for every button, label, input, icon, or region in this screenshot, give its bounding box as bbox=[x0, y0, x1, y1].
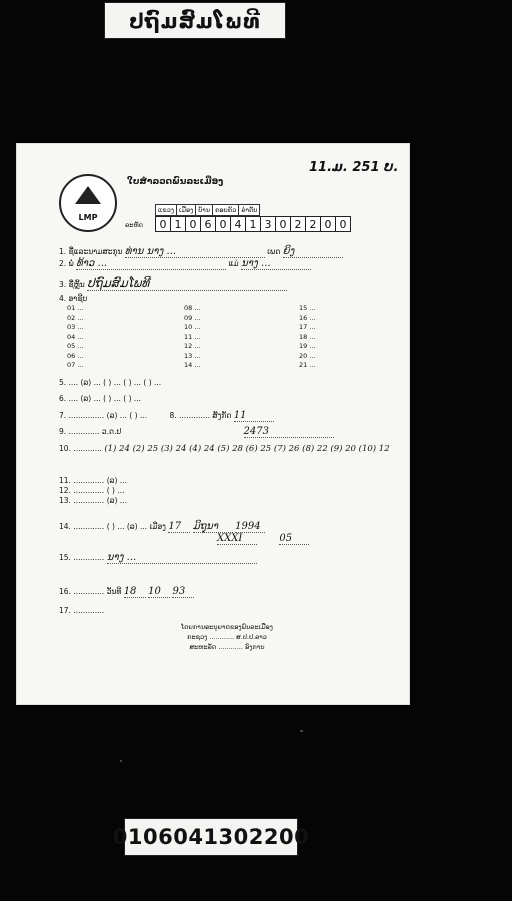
occupation-option: 21 ... bbox=[299, 361, 316, 369]
occupation-option: 13 ... bbox=[184, 351, 201, 360]
field-16-day: 18 bbox=[124, 586, 146, 598]
nickname-row bbox=[59, 276, 287, 291]
form-title: ໃບສຳລວດພົນລະເມືອງ bbox=[127, 177, 224, 187]
sex-label: ເພດ bbox=[267, 247, 281, 256]
field-14-month: ມິຖຸນາ bbox=[193, 521, 233, 533]
field-8-value: 11 bbox=[234, 410, 274, 422]
code-digit: 3 bbox=[260, 216, 276, 232]
code-digit: 1 bbox=[245, 216, 261, 232]
serial-number-label: 0106041302200 bbox=[124, 818, 298, 856]
code-digit: 0 bbox=[335, 216, 351, 232]
mother-label: ແມ່ bbox=[228, 259, 239, 268]
code-digit: 1 bbox=[170, 216, 186, 232]
field-15 bbox=[59, 552, 257, 564]
occupation-option: 19 ... bbox=[299, 342, 316, 350]
handwritten-reference: 11.ມ. 251 ບ. bbox=[309, 160, 399, 175]
field-14-extra bbox=[217, 533, 309, 545]
code-digit: 0 bbox=[320, 216, 336, 232]
field-14 bbox=[59, 521, 265, 533]
occupation-option: 05 ... bbox=[67, 342, 84, 350]
code-digit: 6 bbox=[200, 216, 216, 232]
field-16 bbox=[59, 586, 194, 598]
seal-lettering: LMP bbox=[78, 213, 98, 222]
occupation-option: 12 ... bbox=[184, 342, 201, 350]
parents-row bbox=[59, 258, 311, 270]
field-16-label: 16. ............. ວັນທີ bbox=[59, 587, 122, 596]
field-10-label: 10. ............ bbox=[59, 444, 102, 453]
field-9 bbox=[59, 426, 334, 438]
code-digit: 4 bbox=[230, 216, 246, 232]
field-15-value: ນາງ ... bbox=[107, 552, 257, 564]
code-digit: 0 bbox=[185, 216, 201, 232]
field-14-b: XXXI bbox=[217, 533, 257, 545]
field-12: 12. ............. ( ) ... bbox=[59, 486, 125, 495]
field-10-values: (1) 24 (2) 25 (3) 24 (4) 24 (5) 28 (6) 25 (7) 26 (8) 22 (9) 20 (10) 12 bbox=[104, 444, 390, 454]
field-9-value: 2473 bbox=[244, 426, 334, 438]
code-headers bbox=[155, 204, 259, 216]
field-16-month: 10 bbox=[148, 586, 170, 598]
occupation-option: 08 ... bbox=[184, 304, 201, 312]
occupation-option: 17 ... bbox=[299, 323, 316, 331]
field-15-label: 15. ............. bbox=[59, 553, 105, 562]
nickname-label: 3. ຊື່ຫຼິ້ນ bbox=[59, 280, 85, 289]
code-digit: 0 bbox=[155, 216, 171, 232]
field-7-8 bbox=[59, 410, 274, 422]
mother-value: ນາງ ... bbox=[241, 258, 311, 270]
code-digit: 0 bbox=[275, 216, 291, 232]
seal-temple-icon bbox=[75, 186, 101, 204]
occupation-option: 09 ... bbox=[184, 313, 201, 322]
census-form-sheet bbox=[16, 143, 410, 705]
code-digit-boxes bbox=[155, 216, 350, 232]
name-value: ທ່ານ ນາງ ... bbox=[125, 246, 265, 258]
code-header: ຄອບຄົວ bbox=[212, 204, 239, 216]
occupation-option: 11 ... bbox=[184, 332, 201, 341]
field-8-label: 8. ............. ສັງກັດ bbox=[169, 411, 232, 420]
field-14-year: 1994 bbox=[235, 521, 265, 533]
code-header: ບ້ານ bbox=[195, 204, 213, 216]
occupation-option: 07 ... bbox=[67, 361, 84, 369]
field-14-c: 05 bbox=[279, 533, 309, 545]
occupation-option: 14 ... bbox=[184, 361, 201, 369]
occupation-option: 18 ... bbox=[299, 332, 316, 341]
code-header: ລຳດັບ bbox=[238, 204, 260, 216]
form-footer bbox=[77, 622, 377, 652]
footer-line: ກະຊວງ ............ ສ.ປ.ປ.ລາວ bbox=[187, 633, 267, 641]
code-header: ແຂວງ bbox=[155, 204, 177, 216]
scan-speck bbox=[300, 730, 303, 732]
occupation-option: 10 ... bbox=[184, 323, 201, 331]
code-header: ເມືອງ bbox=[176, 204, 196, 216]
occupation-option: 04 ... bbox=[67, 332, 84, 341]
field-13: 13. ............. (ລ) ... bbox=[59, 496, 127, 505]
field-16-year: 93 bbox=[172, 586, 194, 598]
field-9-label: 9. ............. ວ.ດ.ປ bbox=[59, 427, 122, 436]
field-14-label: 14. ............. ( ) ... (ລ) ... ເມືອງ bbox=[59, 522, 166, 531]
occupation-column bbox=[67, 304, 84, 371]
field-17: 17. ............. bbox=[59, 606, 105, 615]
field-14-day: 17 bbox=[168, 521, 190, 533]
occupation-option: 20 ... bbox=[299, 351, 316, 360]
scan-speck bbox=[120, 760, 122, 762]
occupation-option: 15 ... bbox=[299, 304, 316, 312]
document-title-label: ປຖົມສົມໂພທີ bbox=[104, 2, 286, 39]
code-digit: 0 bbox=[215, 216, 231, 232]
name-label: 1. ຊື່ແລະນາມສະກຸນ bbox=[59, 247, 123, 256]
sex-value: ຍິງ bbox=[283, 246, 343, 258]
name-row bbox=[59, 246, 343, 258]
footer-line: ໂດຍການອະນຸຍາດຂອງພົນລະເມືອງ bbox=[181, 623, 273, 631]
field-5: 5. .... (ລ) ... ( ) ... ( ) ... ( ) ... bbox=[59, 378, 162, 387]
field-11: 11. ............. (ລ) ... bbox=[59, 476, 127, 485]
occupation-column bbox=[299, 304, 316, 371]
nickname-value: ປຖົມສົມໂພທີ bbox=[87, 276, 287, 291]
occupation-option: 06 ... bbox=[67, 351, 84, 360]
occupation-option: 16 ... bbox=[299, 313, 316, 322]
occupation-column bbox=[184, 304, 201, 371]
code-digit: 2 bbox=[290, 216, 306, 232]
father-value: ທ້າວ ... bbox=[76, 258, 226, 270]
occupation-option: 02 ... bbox=[67, 313, 84, 322]
occupation-option: 03 ... bbox=[67, 323, 84, 331]
government-seal bbox=[59, 174, 117, 232]
field-10 bbox=[59, 444, 390, 454]
father-label: 2. ພໍ່ bbox=[59, 259, 74, 268]
field-7: 7. ............... (ລ) ... ( ) ... bbox=[59, 411, 148, 420]
occupation-label: 4. ອາຊີບ bbox=[59, 294, 88, 303]
code-digit: 2 bbox=[305, 216, 321, 232]
occupation-option: 01 ... bbox=[67, 304, 84, 312]
footer-line: ສະຫະລັດ ............ ອົງການ bbox=[189, 643, 265, 651]
field-6: 6. .... (ລ) ... ( ) ... ( ) ... bbox=[59, 394, 142, 403]
code-label: ລະຫັດ bbox=[125, 221, 144, 229]
